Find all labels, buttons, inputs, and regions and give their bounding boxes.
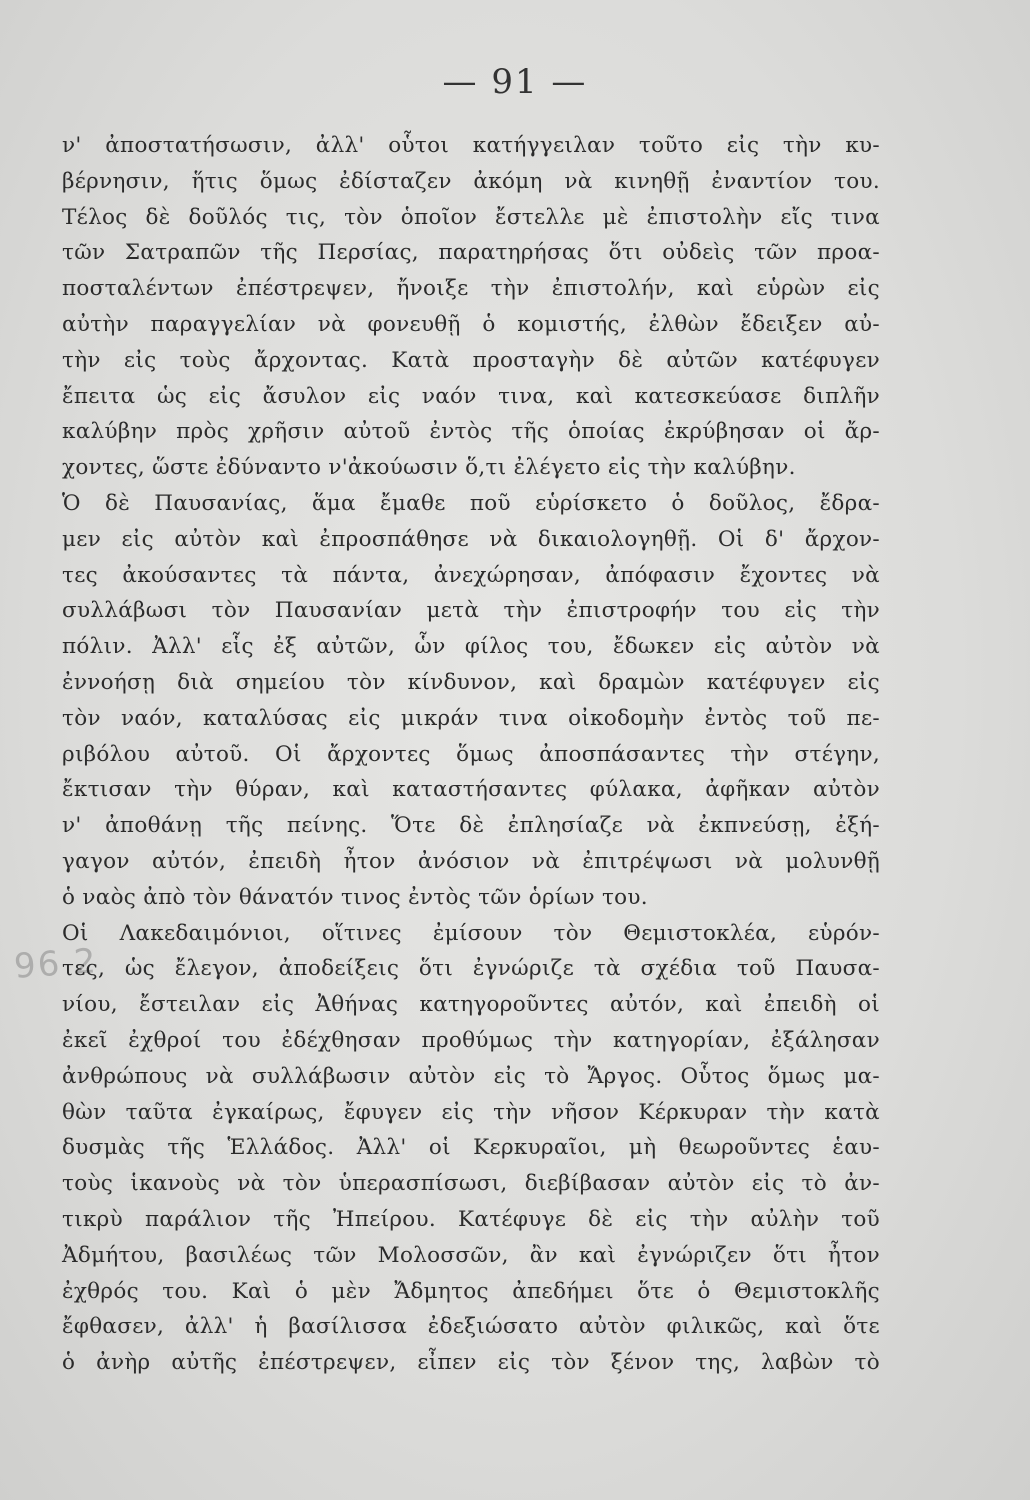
text-line: αὐτὴν παραγγελίαν νὰ φονευθῇ ὁ κομιστής, ἐλθὼν ἔδειξεν αὐ- bbox=[62, 311, 880, 337]
text-line: ν' ἀποθάνῃ τῆς πείνης. Ὅτε δὲ ἐπλησίαζε νὰ ἐκπνεύσῃ, ἐξή- bbox=[62, 813, 880, 839]
text-line: χοντες, ὥστε ἐδύναντο ν'ἀκούωσιν ὅ,τι ἐλέγετο εἰς τὴν καλύβην. bbox=[62, 455, 796, 481]
text-line: ὁ ἀνὴρ αὐτῆς ἐπέστρεψεν, εἶπεν εἰς τὸν ξένον της, λαβὼν τὸ bbox=[62, 1350, 880, 1376]
text-line: Τέλος δὲ δοῦλός τις, τὸν ὁποῖον ἔστελλε μὲ ἐπιστολὴν εἴς τινα bbox=[62, 204, 880, 230]
text-line: τες, ὡς ἔλεγον, ἀποδείξεις ὅτι ἐγνώριζε τὰ σχέδια τοῦ Παυσα- bbox=[62, 956, 880, 982]
text-line: τες ἀκούσαντες τὰ πάντα, ἀνεχώρησαν, ἀπόφασιν ἔχοντες νὰ bbox=[62, 562, 880, 588]
text-line: ἐκεῖ ἐχθροί του ἐδέχθησαν προθύμως τὴν κατηγορίαν, ἐξάλησαν bbox=[62, 1027, 880, 1053]
text-line: Ἀδμήτου, βασιλέως τῶν Μολοσσῶν, ἂν καὶ ἐγνώριζεν ὅτι ἦτον bbox=[62, 1242, 880, 1268]
text-line: πόλιν. Ἀλλ' εἷς ἐξ αὐτῶν, ὧν φίλος του, ἔδωκεν εἰς αὐτὸν νὰ bbox=[62, 634, 880, 660]
text-line: τῶν Σατραπῶν τῆς Περσίας, παρατηρήσας ὅτι οὐδεὶς τῶν προα- bbox=[62, 240, 880, 266]
text-line: βέρνησιν, ἥτις ὅμως ἐδίσταζεν ἀκόμη νὰ κινηθῇ ἐναντίον του. bbox=[62, 168, 880, 194]
text-line: τὴν εἰς τοὺς ἄρχοντας. Κατὰ προσταγὴν δὲ αὐτῶν κατέφυγεν bbox=[62, 347, 880, 373]
text-line: μεν εἰς αὐτὸν καὶ ἐπροσπάθησε νὰ δικαιολογηθῇ. Οἱ δ' ἄρχον- bbox=[62, 526, 880, 552]
text-line: θὼν ταῦτα ἐγκαίρως, ἔφυγεν εἰς τὴν νῆσον Κέρκυραν τὴν κατὰ bbox=[62, 1099, 880, 1125]
text-line: ἐννοήσῃ διὰ σημείου τὸν κίνδυνον, καὶ δραμὼν κατέφυγεν εἰς bbox=[62, 669, 880, 695]
text-line: ἔπειτα ὡς εἰς ἄσυλον εἰς ναόν τινα, καὶ κατεσκεύασε διπλῆν bbox=[62, 383, 880, 409]
text-line: ὁ ναὸς ἀπὸ τὸν θάνατόν τινος ἐντὸς τῶν ὁρίων του. bbox=[62, 884, 648, 910]
text-line: καλύβην πρὸς χρῆσιν αὐτοῦ ἐντὸς τῆς ὁποίας ἐκρύβησαν οἱ ἄρ- bbox=[62, 419, 880, 445]
text-line: ἔκτισαν τὴν θύραν, καὶ καταστήσαντες φύλακα, ἀφῆκαν αὐτὸν bbox=[62, 777, 880, 803]
body-text bbox=[62, 128, 880, 1381]
text-line: ἐχθρός του. Καὶ ὁ μὲν Ἄδμητος ἀπεδήμει ὅτε ὁ Θεμιστοκλῆς bbox=[62, 1278, 880, 1304]
text-line: νίου, ἔστειλαν εἰς Ἀθήνας κατηγοροῦντες αὐτόν, καὶ ἐπειδὴ οἱ bbox=[62, 992, 880, 1018]
text-line: συλλάβωσι τὸν Παυσανίαν μετὰ τὴν ἐπιστροφήν του εἰς τὴν bbox=[62, 598, 880, 624]
text-line: Ὁ δὲ Παυσανίας, ἅμα ἔμαθε ποῦ εὑρίσκετο ὁ δοῦλος, ἔδρα- bbox=[62, 490, 880, 516]
page-number: — 91 — bbox=[442, 62, 588, 102]
text-line: γαγον αὐτόν, ἐπειδὴ ἦτον ἀνόσιον νὰ ἐπιτρέψωσι νὰ μολυνθῇ bbox=[62, 848, 880, 874]
text-line: τικρὺ παράλιον τῆς Ἠπείρου. Κατέφυγε δὲ εἰς τὴν αὐλὴν τοῦ bbox=[62, 1206, 880, 1232]
text-line: τὸν ναόν, καταλύσας εἰς μικράν τινα οἰκοδομὴν ἐντὸς τοῦ πε- bbox=[62, 705, 880, 731]
text-line: τοὺς ἱκανοὺς νὰ τὸν ὑπερασπίσωσι, διεβίβασαν αὐτὸν εἰς τὸ ἀν- bbox=[62, 1171, 880, 1197]
text-line: δυσμὰς τῆς Ἑλλάδος. Ἀλλ' οἱ Κερκυραῖοι, μὴ θεωροῦντες ἑαυ- bbox=[62, 1135, 880, 1161]
text-line: ἀνθρώπους νὰ συλλάβωσιν αὐτὸν εἰς τὸ Ἄργος. Οὗτος ὅμως μα- bbox=[62, 1063, 880, 1089]
text-line: ν' ἀποστατήσωσιν, ἀλλ' οὗτοι κατήγγειλαν τοῦτο εἰς τὴν κυ- bbox=[62, 133, 880, 158]
text-line: Οἱ Λακεδαιμόνιοι, οἵτινες ἐμίσουν τὸν Θεμιστοκλέα, εὑρόν- bbox=[62, 920, 880, 946]
margin-note-pencil: 96 2 bbox=[12, 941, 99, 987]
text-line: ἔφθασεν, ἀλλ' ἡ βασίλισσα ἐδεξιώσατο αὐτὸν φιλικῶς, καὶ ὅτε bbox=[62, 1314, 880, 1340]
text-line: ριβόλου αὐτοῦ. Οἱ ἄρχοντες ὅμως ἀποσπάσαντες τὴν στέγην, bbox=[62, 741, 880, 767]
text-line: ποσταλέντων ἐπέστρεψεν, ἤνοιξε τὴν ἐπιστολήν, καὶ εὑρὼν εἰς bbox=[62, 276, 880, 302]
